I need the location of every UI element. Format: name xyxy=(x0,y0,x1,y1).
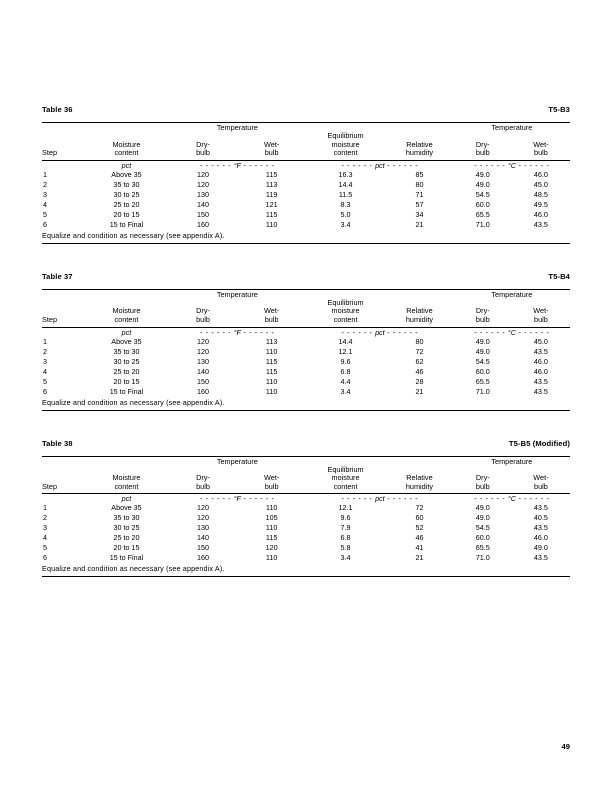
table-caption-left: Table 38 xyxy=(42,438,73,448)
cell-emc: 14.4 xyxy=(338,336,353,346)
dash-right: - - - - - - xyxy=(515,160,550,170)
cell-wet-bulb-f: 110 xyxy=(265,553,278,563)
cell-wet-bulb-c: 48.5 xyxy=(533,189,548,199)
cell-wet-bulb-f: 110 xyxy=(265,376,278,386)
cell-step: 5 xyxy=(43,543,47,553)
cell-emc: 3.4 xyxy=(340,219,351,229)
cell-wet-bulb-c: 43.5 xyxy=(533,346,548,356)
cell-wet-bulb-f: 120 xyxy=(265,543,278,553)
header-dry-bulb-c: Dry- bulb xyxy=(475,139,490,158)
table-row xyxy=(42,357,570,367)
cell-dry-bulb-c: 54.5 xyxy=(475,356,490,366)
cell-dry-bulb-f: 160 xyxy=(197,553,210,563)
cell-wet-bulb-c: 43.5 xyxy=(533,376,548,386)
header-dry-bulb-f: Dry- bulb xyxy=(196,473,210,491)
cell-step: 2 xyxy=(43,513,47,523)
cell-rh: 80 xyxy=(415,336,424,346)
cell-emc: 14.4 xyxy=(338,179,353,189)
cell-dry-bulb-f: 150 xyxy=(197,376,210,386)
header-equilibrium-moisture-content: Equilibrium moisture content xyxy=(327,131,364,158)
cell-wet-bulb-f: 115 xyxy=(265,169,278,179)
dash-right: - - - - - - xyxy=(384,327,419,337)
cell-dry-bulb-c: 49.0 xyxy=(475,346,490,356)
cell-dry-bulb-c: 71.0 xyxy=(475,219,490,229)
units-pct-label: pct xyxy=(375,494,385,504)
units-celsius-label: °C xyxy=(507,494,516,504)
cell-rh: 71 xyxy=(415,189,424,199)
table-row xyxy=(42,513,570,523)
cell-dry-bulb-f: 130 xyxy=(197,523,210,533)
cell-moisture-content: 35 to 30 xyxy=(113,513,140,523)
units-celsius xyxy=(454,494,570,504)
cell-moisture-content: Above 35 xyxy=(111,169,142,179)
header-equilibrium-moisture-content: Equilibrium moisture content xyxy=(327,464,364,491)
cell-dry-bulb-c: 60.0 xyxy=(475,366,490,376)
cell-step: 6 xyxy=(43,386,47,396)
cell-step: 1 xyxy=(43,503,47,513)
units-fahrenheit-label: °F xyxy=(233,327,241,337)
units-row xyxy=(42,494,570,504)
units-spacer xyxy=(42,327,84,337)
header-wet-bulb-f: Wet- bulb xyxy=(264,139,280,158)
cell-dry-bulb-f: 160 xyxy=(197,219,210,229)
cell-dry-bulb-c: 60.0 xyxy=(475,199,490,209)
cell-dry-bulb-c: 71.0 xyxy=(475,386,490,396)
cell-step: 2 xyxy=(43,179,47,189)
cell-dry-bulb-c: 49.0 xyxy=(475,169,490,179)
header-group-row xyxy=(42,289,570,299)
units-fahrenheit xyxy=(169,494,306,504)
cell-rh: 85 xyxy=(415,169,424,179)
cell-rh: 46 xyxy=(415,533,424,543)
header-group-row xyxy=(42,123,570,133)
units-fahrenheit xyxy=(169,160,306,170)
dash-right: - - - - - - xyxy=(515,327,550,337)
cell-wet-bulb-f: 110 xyxy=(265,219,278,229)
cell-dry-bulb-c: 49.0 xyxy=(475,503,490,513)
cell-emc: 3.4 xyxy=(340,386,351,396)
cell-step: 6 xyxy=(43,553,47,563)
page-number: 49 xyxy=(561,742,570,751)
table-row xyxy=(42,387,570,397)
dash-left: - - - - - - xyxy=(474,327,508,337)
table-note-row xyxy=(42,397,570,408)
cell-wet-bulb-f: 113 xyxy=(265,336,278,346)
cell-dry-bulb-f: 160 xyxy=(197,386,210,396)
cell-moisture-content: Above 35 xyxy=(111,503,142,513)
cell-wet-bulb-f: 115 xyxy=(265,356,278,366)
cell-wet-bulb-c: 46.0 xyxy=(533,169,548,179)
table-bottom-rule xyxy=(42,241,570,244)
cell-wet-bulb-c: 43.5 xyxy=(533,219,548,229)
units-pct xyxy=(306,494,454,504)
header-temperature-group-c: Temperature xyxy=(491,123,533,132)
header-moisture-content: Moisture content xyxy=(112,306,141,324)
table-row xyxy=(42,210,570,220)
cell-moisture-content: 20 to 15 xyxy=(113,543,140,553)
cell-step: 3 xyxy=(43,356,47,366)
cell-moisture-content: 15 to Final xyxy=(109,553,144,563)
units-spacer xyxy=(42,494,84,504)
cell-wet-bulb-c: 45.0 xyxy=(533,179,548,189)
cell-rh: 57 xyxy=(415,199,424,209)
table-row xyxy=(42,200,570,210)
cell-emc: 11.5 xyxy=(338,189,353,199)
header-spacer xyxy=(84,289,168,299)
cell-dry-bulb-f: 120 xyxy=(197,179,210,189)
cell-wet-bulb-f: 113 xyxy=(265,179,278,189)
cell-dry-bulb-f: 140 xyxy=(197,533,210,543)
header-group-row xyxy=(42,456,570,466)
header-wet-bulb-f: Wet- bulb xyxy=(264,306,280,324)
table-row xyxy=(42,347,570,357)
cell-dry-bulb-f: 120 xyxy=(197,169,210,179)
header-temperature-group-f: Temperature xyxy=(216,456,258,466)
header-dry-bulb-c: Dry- bulb xyxy=(475,473,490,491)
cell-rh: 60 xyxy=(415,513,424,523)
units-pct xyxy=(306,327,454,337)
cell-moisture-content: 20 to 15 xyxy=(113,209,140,219)
cell-emc: 16.3 xyxy=(338,169,353,179)
rule-line xyxy=(42,408,570,411)
cell-wet-bulb-c: 46.0 xyxy=(533,533,548,543)
cell-wet-bulb-c: 46.0 xyxy=(533,209,548,219)
cell-moisture-content: 15 to Final xyxy=(109,219,144,229)
cell-dry-bulb-f: 120 xyxy=(197,346,210,356)
table-caption-left: Table 36 xyxy=(42,105,73,114)
cell-moisture-content: 30 to 25 xyxy=(113,189,140,199)
cell-rh: 52 xyxy=(415,523,424,533)
cell-step: 1 xyxy=(43,336,47,346)
cell-moisture-content: 20 to 15 xyxy=(113,376,140,386)
cell-dry-bulb-c: 65.5 xyxy=(475,376,490,386)
table-row xyxy=(42,523,570,533)
table-row xyxy=(42,190,570,200)
units-row xyxy=(42,327,570,337)
cell-step: 5 xyxy=(43,376,47,386)
cell-moisture-content: 30 to 25 xyxy=(113,356,140,366)
cell-wet-bulb-c: 46.0 xyxy=(533,366,548,376)
header-relative-humidity: Relative humidity xyxy=(405,306,434,324)
header-main-row xyxy=(42,299,570,325)
header-temperature-group-f: Temperature xyxy=(216,289,258,299)
cell-wet-bulb-f: 119 xyxy=(265,189,278,199)
cell-step: 4 xyxy=(43,366,47,376)
cell-dry-bulb-f: 150 xyxy=(197,543,210,553)
table-caption xyxy=(42,439,570,448)
units-moisture-content: pct xyxy=(121,327,132,337)
cell-dry-bulb-c: 54.5 xyxy=(475,189,490,199)
rule-line xyxy=(42,241,570,244)
cell-wet-bulb-c: 49.5 xyxy=(533,199,548,209)
cell-dry-bulb-f: 130 xyxy=(197,356,210,366)
header-step: Step xyxy=(42,481,58,491)
cell-moisture-content: 35 to 30 xyxy=(113,179,140,189)
header-wet-bulb-c: Wet- bulb xyxy=(533,306,549,324)
table-row xyxy=(42,220,570,230)
cell-dry-bulb-f: 120 xyxy=(197,513,210,523)
cell-emc: 5.0 xyxy=(340,209,351,219)
units-fahrenheit-label: °F xyxy=(233,494,241,504)
table-bottom-rule xyxy=(42,574,570,577)
header-dry-bulb-f: Dry- bulb xyxy=(196,306,210,324)
cell-rh: 41 xyxy=(415,543,424,553)
cell-dry-bulb-f: 130 xyxy=(197,189,210,199)
table-bottom-rule xyxy=(42,408,570,411)
header-main-row xyxy=(42,132,570,158)
cell-moisture-content: 35 to 30 xyxy=(113,346,140,356)
header-relative-humidity: Relative humidity xyxy=(405,473,434,491)
table-caption xyxy=(42,105,570,114)
table-row xyxy=(42,377,570,387)
cell-rh: 21 xyxy=(415,219,424,229)
cell-emc: 7.9 xyxy=(340,523,351,533)
cell-wet-bulb-f: 115 xyxy=(265,209,278,219)
cell-moisture-content: 25 to 20 xyxy=(113,533,140,543)
cell-wet-bulb-c: 40.5 xyxy=(533,513,548,523)
cell-dry-bulb-c: 49.0 xyxy=(475,336,490,346)
cell-emc: 6.8 xyxy=(340,533,351,543)
dash-left: - - - - - - xyxy=(200,327,234,337)
header-step: Step xyxy=(42,148,58,158)
dash-left: - - - - - - xyxy=(341,327,376,337)
cell-emc: 12.1 xyxy=(338,503,353,513)
table-caption xyxy=(42,272,570,281)
dash-right: - - - - - - xyxy=(240,327,275,337)
cell-dry-bulb-f: 120 xyxy=(197,336,210,346)
dash-right: - - - - - - xyxy=(240,160,275,170)
rule-line xyxy=(42,574,570,577)
cell-wet-bulb-f: 110 xyxy=(265,523,278,533)
cell-rh: 62 xyxy=(415,356,424,366)
table-note-row xyxy=(42,230,570,241)
header-wet-bulb-c: Wet- bulb xyxy=(533,139,549,158)
table-row xyxy=(42,543,570,553)
cell-dry-bulb-c: 49.0 xyxy=(475,179,490,189)
cell-dry-bulb-c: 65.5 xyxy=(475,543,490,553)
header-dry-bulb-c: Dry- bulb xyxy=(475,306,490,324)
cell-moisture-content: 30 to 25 xyxy=(113,523,140,533)
units-fahrenheit-label: °F xyxy=(233,160,241,170)
dash-right: - - - - - - xyxy=(240,494,275,504)
dash-left: - - - - - - xyxy=(474,494,508,504)
cell-moisture-content: Above 35 xyxy=(111,336,142,346)
units-moisture-content: pct xyxy=(121,160,132,170)
cell-rh: 28 xyxy=(415,376,424,386)
cell-rh: 80 xyxy=(415,179,424,189)
cell-emc: 8.3 xyxy=(340,199,351,209)
dash-right: - - - - - - xyxy=(384,160,419,170)
cell-wet-bulb-c: 46.0 xyxy=(533,356,548,366)
dash-left: - - - - - - xyxy=(341,160,376,170)
cell-dry-bulb-c: 71.0 xyxy=(475,553,490,563)
header-temperature-group-f: Temperature xyxy=(216,123,258,132)
table-row xyxy=(42,180,570,190)
header-temperature-group-c: Temperature xyxy=(491,289,533,299)
header-wet-bulb-f: Wet- bulb xyxy=(264,473,280,491)
cell-rh: 46 xyxy=(415,366,424,376)
units-moisture-content: pct xyxy=(121,494,132,504)
tables-container xyxy=(42,105,570,605)
header-wet-bulb-c: Wet- bulb xyxy=(533,473,549,491)
table-block xyxy=(42,272,570,411)
cell-emc: 12.1 xyxy=(338,346,353,356)
dash-left: - - - - - - xyxy=(341,494,376,504)
header-spacer xyxy=(84,123,168,133)
cell-wet-bulb-f: 110 xyxy=(265,386,278,396)
units-pct-label: pct xyxy=(375,327,385,337)
table-row xyxy=(42,553,570,563)
table-caption-right: T5-B3 xyxy=(548,105,570,114)
cell-step: 2 xyxy=(43,346,47,356)
units-celsius-label: °C xyxy=(507,327,516,337)
cell-wet-bulb-c: 45.0 xyxy=(533,336,548,346)
cell-step: 3 xyxy=(43,189,47,199)
units-celsius xyxy=(454,327,570,337)
table-block xyxy=(42,105,570,244)
header-spacer xyxy=(385,289,454,299)
cell-emc: 9.6 xyxy=(340,513,351,523)
header-main-row xyxy=(42,466,570,492)
dash-right: - - - - - - xyxy=(384,494,419,504)
table-row xyxy=(42,367,570,377)
cell-dry-bulb-f: 140 xyxy=(197,199,210,209)
cell-step: 4 xyxy=(43,533,47,543)
cell-step: 4 xyxy=(43,199,47,209)
cell-rh: 34 xyxy=(415,209,424,219)
units-pct-label: pct xyxy=(375,160,385,170)
cell-wet-bulb-f: 115 xyxy=(265,533,278,543)
cell-dry-bulb-c: 49.0 xyxy=(475,513,490,523)
cell-rh: 72 xyxy=(415,346,424,356)
cell-moisture-content: 15 to Final xyxy=(109,386,144,396)
table-note: Equalize and condition as necessary (see appendix A). xyxy=(42,230,225,240)
dash-left: - - - - - - xyxy=(474,160,508,170)
header-temperature-group-c: Temperature xyxy=(491,456,533,466)
cell-wet-bulb-c: 49.0 xyxy=(533,543,548,553)
table-note: Equalize and condition as necessary (see appendix A). xyxy=(42,564,225,574)
cell-rh: 21 xyxy=(415,386,424,396)
header-step: Step xyxy=(42,314,58,324)
cell-wet-bulb-c: 43.5 xyxy=(533,503,548,513)
dash-right: - - - - - - xyxy=(515,494,550,504)
drying-schedule-table xyxy=(42,454,570,578)
header-moisture-content: Moisture content xyxy=(112,139,141,158)
cell-step: 3 xyxy=(43,523,47,533)
table-caption-right: T5-B4 xyxy=(548,271,570,281)
cell-step: 6 xyxy=(43,219,47,229)
cell-step: 1 xyxy=(43,169,47,179)
units-celsius-label: °C xyxy=(507,160,516,170)
units-pct xyxy=(306,160,454,170)
cell-dry-bulb-f: 140 xyxy=(197,366,210,376)
header-spacer xyxy=(385,456,454,466)
table-row xyxy=(42,503,570,513)
cell-dry-bulb-f: 150 xyxy=(197,209,210,219)
header-spacer xyxy=(42,123,84,133)
cell-emc: 4.4 xyxy=(340,376,351,386)
cell-dry-bulb-c: 65.5 xyxy=(475,209,490,219)
cell-wet-bulb-f: 115 xyxy=(265,366,278,376)
cell-dry-bulb-c: 54.5 xyxy=(475,523,490,533)
cell-rh: 21 xyxy=(415,553,424,563)
cell-emc: 5.8 xyxy=(340,543,351,553)
cell-moisture-content: 25 to 20 xyxy=(113,199,140,209)
header-moisture-content: Moisture content xyxy=(112,473,141,491)
header-spacer xyxy=(84,456,168,466)
table-block xyxy=(42,439,570,578)
dash-left: - - - - - - xyxy=(200,160,234,170)
units-fahrenheit xyxy=(169,327,306,337)
table-caption-right: T5-B5 (Modified) xyxy=(508,438,570,448)
table-row xyxy=(42,170,570,180)
cell-dry-bulb-f: 120 xyxy=(197,503,210,513)
cell-wet-bulb-f: 110 xyxy=(265,346,278,356)
cell-wet-bulb-c: 43.5 xyxy=(533,523,548,533)
cell-moisture-content: 25 to 20 xyxy=(113,366,140,376)
drying-schedule-table xyxy=(42,287,570,411)
units-celsius xyxy=(454,160,570,170)
cell-wet-bulb-c: 43.5 xyxy=(533,386,548,396)
dash-left: - - - - - - xyxy=(200,494,234,504)
cell-wet-bulb-f: 121 xyxy=(265,199,278,209)
units-row xyxy=(42,160,570,170)
cell-wet-bulb-f: 105 xyxy=(265,513,278,523)
units-spacer xyxy=(42,160,84,170)
header-spacer xyxy=(385,123,454,133)
table-row xyxy=(42,337,570,347)
table-note: Equalize and condition as necessary (see appendix A). xyxy=(42,397,225,407)
cell-emc: 3.4 xyxy=(340,553,351,563)
table-row xyxy=(42,533,570,543)
cell-dry-bulb-c: 60.0 xyxy=(475,533,490,543)
header-spacer xyxy=(42,289,84,299)
header-equilibrium-moisture-content: Equilibrium moisture content xyxy=(327,297,364,324)
cell-wet-bulb-c: 43.5 xyxy=(533,553,548,563)
cell-emc: 9.6 xyxy=(340,356,351,366)
drying-schedule-table xyxy=(42,120,570,244)
table-caption-left: Table 37 xyxy=(42,271,73,281)
header-dry-bulb-f: Dry- bulb xyxy=(196,139,210,158)
table-note-row xyxy=(42,563,570,574)
header-relative-humidity: Relative humidity xyxy=(405,139,434,158)
cell-rh: 72 xyxy=(415,503,424,513)
header-spacer xyxy=(42,456,84,466)
cell-wet-bulb-f: 110 xyxy=(265,503,278,513)
cell-emc: 6.8 xyxy=(340,366,351,376)
cell-step: 5 xyxy=(43,209,47,219)
